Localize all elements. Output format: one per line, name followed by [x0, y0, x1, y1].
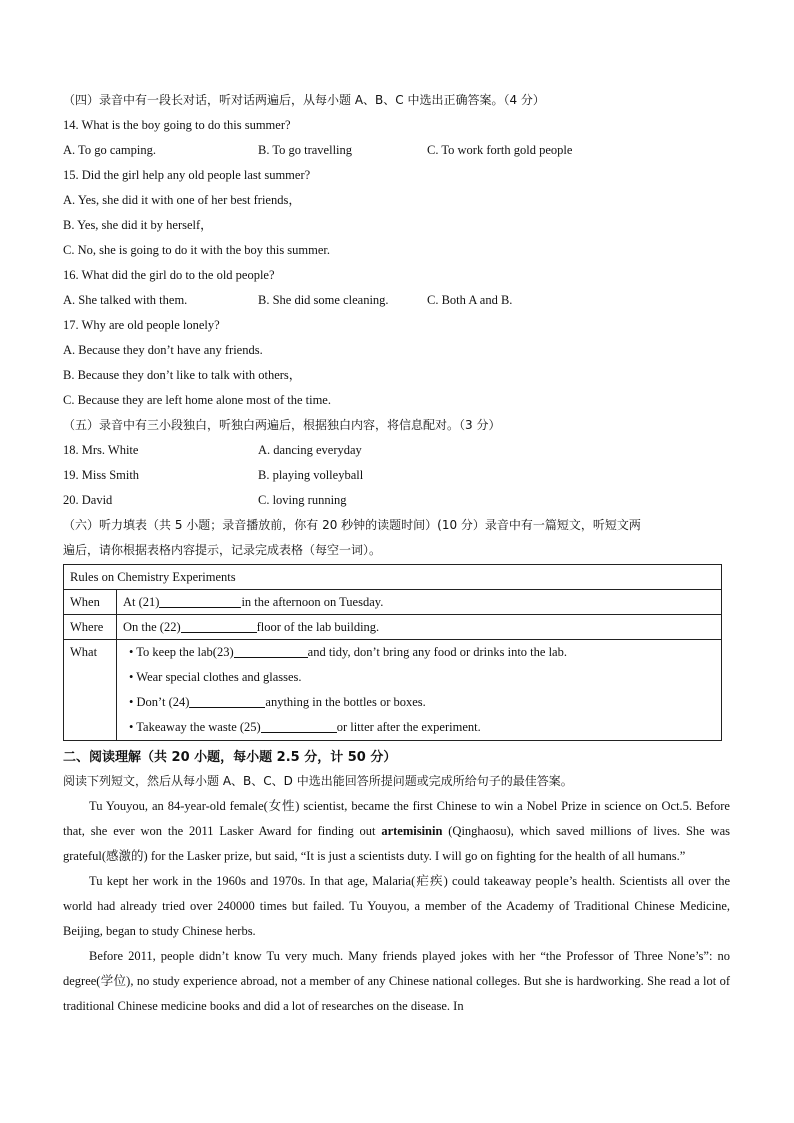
match-row: [63, 488, 730, 513]
what-item: [129, 640, 715, 665]
what-item-text: • Don’t (24): [129, 695, 190, 709]
q15-stem: 15. Did the girl help any old people last summer?: [63, 168, 311, 182]
match-row: [63, 463, 730, 488]
what-item-text: • To keep the lab(23): [129, 645, 234, 659]
q15-option-a: A. Yes, she did it with one of her best friends，: [63, 193, 301, 207]
blank-22[interactable]: [181, 618, 257, 633]
q16-option-b: B. She did some cleaning.: [258, 293, 389, 307]
what-item: [129, 690, 715, 715]
blank-21[interactable]: [159, 593, 241, 608]
part5-heading: （五）录音中有三小段独白，听独白两遍后，根据独白内容，将信息配对。（3 分）: [63, 418, 501, 432]
when-post: in the afternoon on Tuesday.: [241, 595, 384, 609]
match-left: 20. David: [63, 493, 113, 507]
q14-option-a: A. To go camping.: [63, 143, 156, 157]
match-left: 18. Mrs. White: [63, 443, 139, 457]
when-pre: At (21): [123, 595, 160, 609]
table-row: [64, 640, 722, 741]
where-post: floor of the lab building.: [256, 620, 380, 634]
rules-table: [63, 564, 722, 741]
match-right: A. dancing everyday: [258, 443, 362, 457]
passage-paragraph-2: [63, 869, 730, 944]
q14-option-c: C. To work forth gold people: [427, 143, 573, 157]
blank-25[interactable]: [261, 718, 337, 733]
q16-option-c: C. Both A and B.: [427, 293, 513, 307]
table-row: [64, 590, 722, 615]
what-item-text: or litter after the experiment.: [336, 720, 481, 734]
table-row: [64, 615, 722, 640]
q17-stem: 17. Why are old people lonely?: [63, 318, 220, 332]
what-item-text: • Wear special clothes and glasses.: [129, 670, 302, 684]
paragraph-text: Tu Youyou, an 84-year-old female(女性) scientist, became the first Chinese to win a Nobel Prize in science on Oct.5. Before that, she ever won the 2011 Lasker Award for finding out: [63, 799, 730, 838]
q16-options: [63, 288, 730, 313]
q16-option-a: A. She talked with them.: [63, 293, 188, 307]
blank-23[interactable]: [234, 643, 308, 658]
q14-options: [63, 138, 730, 163]
table-title: Rules on Chemistry Experiments: [64, 565, 722, 590]
q15-option-b: B. Yes, she did it by herself，: [63, 218, 213, 232]
part4-heading: （四）录音中有一段长对话，听对话两遍后，从每小题 A、B、C 中选出正确答案。（4 分）: [63, 93, 545, 107]
match-right: B. playing volleyball: [258, 468, 364, 482]
what-item: [129, 665, 715, 690]
match-row: [63, 438, 730, 463]
q16-stem: 16. What did the girl do to the old people?: [63, 268, 275, 282]
q17-option-a: A. Because they don’t have any friends.: [63, 343, 263, 357]
where-cell: [117, 615, 722, 640]
q15-option-c: C. No, she is going to do it with the boy this summer.: [63, 243, 331, 257]
what-item-text: • Takeaway the waste (25): [129, 720, 261, 734]
what-cell: [117, 640, 722, 741]
key-term: artemisinin: [381, 824, 443, 838]
what-item: [129, 715, 715, 740]
q14-stem: 14. What is the boy going to do this summer?: [63, 118, 291, 132]
exam-page: [63, 88, 730, 1019]
passage-paragraph-1: [63, 794, 730, 869]
when-cell: [117, 590, 722, 615]
where-pre: On the (22): [123, 620, 181, 634]
blank-24[interactable]: [189, 693, 265, 708]
q17-option-c: C. Because they are left home alone most of the time.: [63, 393, 331, 407]
reading-instruction: 阅读下列短文，然后从每小题 A、B、C、D 中选出能回答所提问题或完成所给句子的最佳答案。: [63, 774, 573, 788]
what-item-text: anything in the bottles or boxes.: [265, 695, 426, 709]
match-right: C. loving running: [258, 493, 347, 507]
passage-paragraph-3: [63, 944, 730, 1019]
paragraph-text: Tu kept her work in the 1960s and 1970s. In that age, Malaria(疟疾) could takeaway people’s health. Scientists all over the world had already tried over 240000 times but failed. Tu Youyou, a member of the Academy of Traditional Chinese Medicine, Beijing, began to study Chinese herbs.: [63, 874, 730, 938]
match-left: 19. Miss Smith: [63, 468, 140, 482]
when-label: When: [64, 590, 117, 615]
paragraph-text: Before 2011, people didn’t know Tu very much. Many friends played jokes with her “the Professor of Three None’s”: no degree(学位), no study experience abroad, not a member of any Chinese national colleges. But she is hardworking. She read a lot of traditional Chinese medicine books and did a lot of researches on the disease. In: [63, 949, 730, 1013]
where-label: Where: [64, 615, 117, 640]
part6-heading-line1: （六）听力填表（共 5 小题；录音播放前，你有 20 秒钟的读题时间）(10 分）录音中有一篇短文，听短文两: [63, 518, 641, 532]
q14-option-b: B. To go travelling: [258, 143, 353, 157]
what-label: What: [64, 640, 117, 741]
q17-option-b: B. Because they don’t like to talk with others，: [63, 368, 302, 382]
what-item-text: and tidy, don’t bring any food or drinks into the lab.: [307, 645, 567, 659]
part6-heading-line2: 遍后，请你根据表格内容提示，记录完成表格（每空一词）。: [63, 543, 382, 557]
paragraph-text: (Qinghaosu), which saved millions of lives. She was grateful(感激的) for the Lasker prize, but said, “It is just a scientists duty. I will go on fighting for the health of all humans.”: [63, 824, 730, 863]
table-row: [64, 565, 722, 590]
reading-title: 二、阅读理解（共 20 小题，每小题 2.5 分，计 50 分）: [63, 750, 397, 765]
